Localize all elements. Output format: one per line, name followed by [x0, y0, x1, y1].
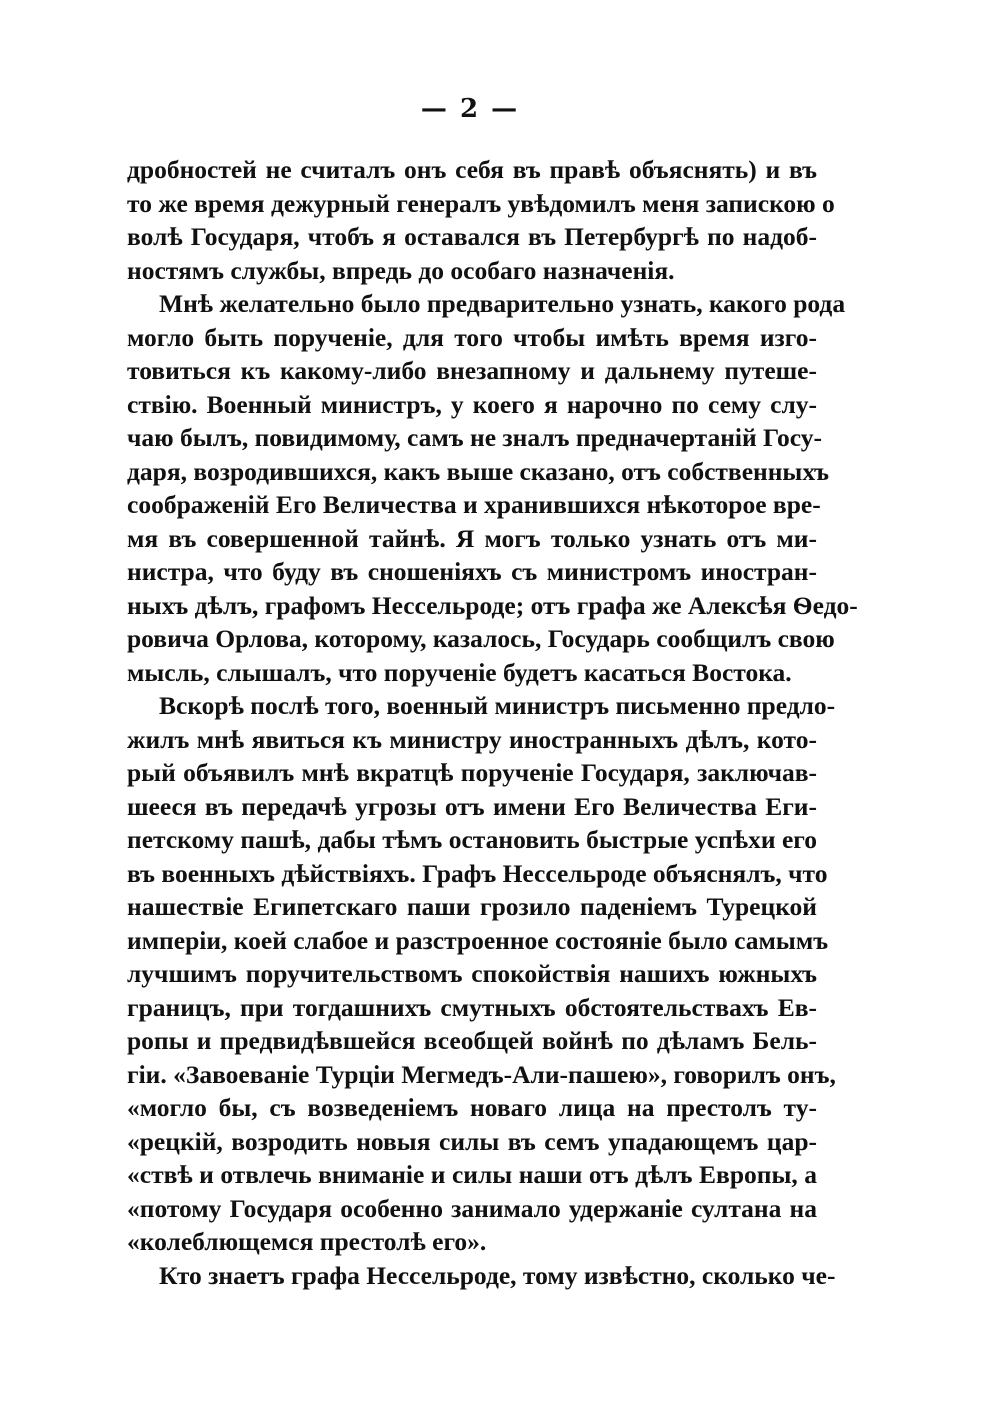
text-line: «могло бы, съ возведеніемъ новаго лица на престолъ ту- [127, 1093, 817, 1122]
text-line: Мнѣ желательно было предварительно узнать, какого рода [159, 289, 846, 318]
text-line: петскому пашѣ, дабы тѣмъ остановить быстрые успѣхи его [127, 825, 817, 854]
text-line: волѣ Государя, чтобъ я оставался въ Петербургѣ по надоб- [127, 222, 817, 251]
text-line: чаю былъ, повидимому, самъ не зналъ предначертаній Госу- [127, 423, 822, 452]
text-line: гіи. «Завоеваніе Турціи Мегмедъ-Али-пашею», говорилъ онъ, [127, 1059, 836, 1089]
text-line: жилъ мнѣ явиться къ министру иностранныхъ дѣлъ, кото- [127, 724, 817, 754]
text-line: «потому Государя особенно занимало удержаніе султана на [127, 1193, 817, 1223]
text-line: дробностей не считалъ онъ себя въ правѣ объяснять) и въ [127, 155, 817, 184]
page-number: — 2 — [420, 94, 520, 124]
text-line: соображеній Его Величества и хранившихся нѣкоторое вре- [127, 490, 821, 519]
text-line: ностямъ службы, впредь до особаго назначенія. [127, 255, 675, 285]
body-text [127, 153, 858, 1292]
text-line: даря, возродившихся, какъ выше сказано, отъ собственныхъ [127, 456, 829, 486]
text-line: Вскорѣ послѣ того, военный министръ письменно предло- [159, 691, 836, 720]
text-line: нистра, что буду въ сношеніяхъ съ министромъ иностран- [127, 557, 817, 586]
text-line: нашествіе Египетскаго паши грозило паденіемъ Турецкой [127, 892, 817, 921]
text-line: ствію. Военный министръ, у коего я нарочно по сему слу- [127, 389, 817, 419]
text-line: лучшимъ поручительствомъ спокойствія нашихъ южныхъ [127, 959, 817, 988]
text-line: мя въ совершенной тайнѣ. Я могъ только узнать отъ ми- [127, 523, 817, 553]
text-line: имперіи, коей слабое и разстроенное состояніе было самымъ [127, 925, 829, 955]
text-line: ропы и предвидѣвшейся всеобщей войнѣ по дѣламъ Бель- [127, 1026, 817, 1055]
text-line: то же время дежурный генералъ увѣдомилъ меня запискою о [127, 188, 835, 218]
text-line: границъ, при тогдашнихъ смутныхъ обстоятельствахъ Ев- [127, 992, 817, 1022]
text-line: Кто знаетъ графа Нессельроде, тому извѣстно, сколько че- [159, 1260, 836, 1290]
text-line: могло быть порученіе, для того чтобы имѣть время изго- [127, 322, 817, 352]
text-line: «колеблющемся престолѣ его». [127, 1227, 487, 1256]
text-line: мысль, слышалъ, что порученіе будетъ касаться Востока. [127, 657, 792, 687]
text-line: шееся въ передачѣ угрозы отъ имени Его Величества Еги- [127, 791, 817, 821]
text-line: ровича Орлова, которому, казалось, Государь сообщилъ свою [127, 624, 835, 653]
text-line: «рецкій, возродить новыя силы въ семъ упадающемъ цар- [127, 1126, 817, 1156]
text-line: въ военныхъ дѣйствіяхъ. Графъ Нессельроде объяснялъ, что [127, 858, 828, 888]
text-line: ныхъ дѣлъ, графомъ Нессельроде; отъ графа же Алексѣя Ѳедо- [127, 590, 858, 620]
text-line: «ствѣ и отвлечь вниманіе и силы наши отъ дѣлъ Европы, а [127, 1160, 817, 1189]
text-line: товиться къ какому-либо внезапному и дальнему путеше- [127, 356, 817, 385]
text-line: рый объявилъ мнѣ вкратцѣ порученіе Государя, заключав- [127, 758, 817, 787]
